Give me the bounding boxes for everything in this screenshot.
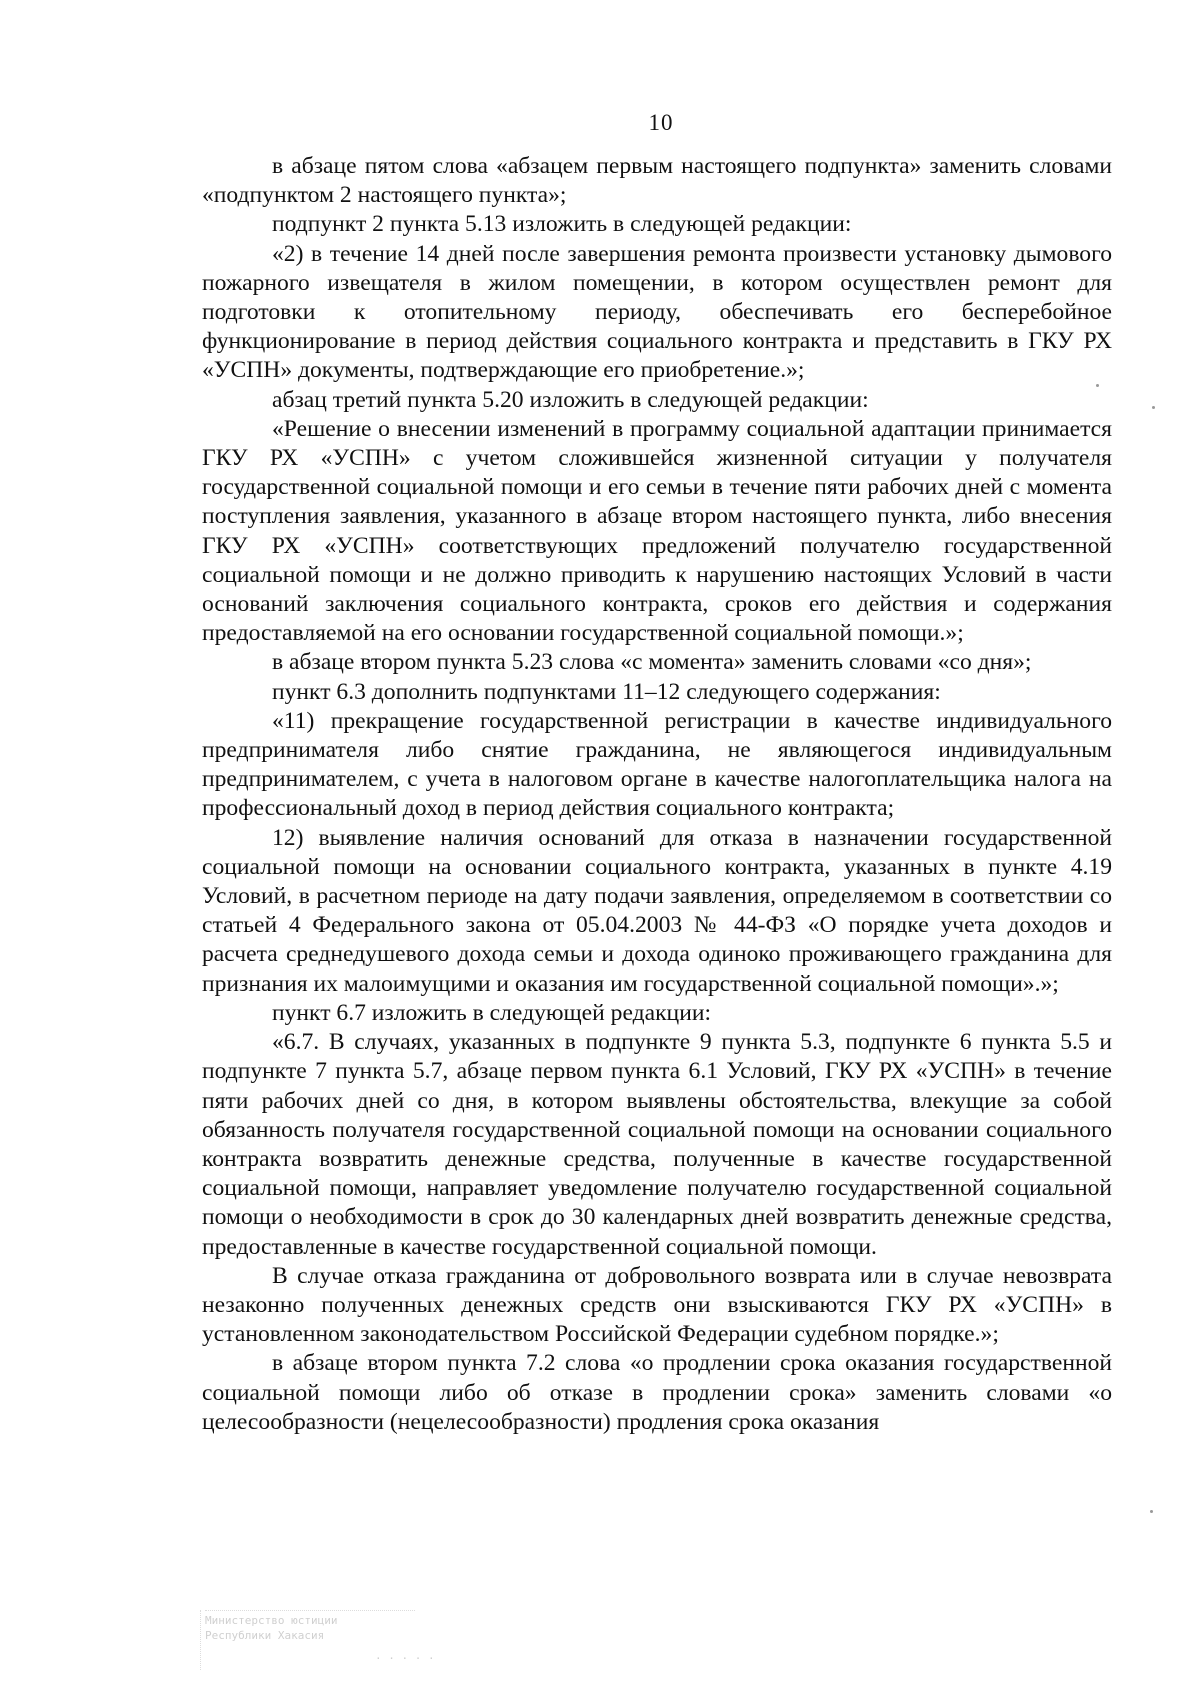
paragraph: «11) прекращение государственной регистрации в качестве индивидуального предпринимателя либо снятие гражданина, не являющегося индивидуальным предпринимателем, с учета в налоговом органе в качестве налогоплательщика налога на профессиональный доход в период действия социального контракта;	[202, 707, 1112, 822]
paragraph: В случае отказа гражданина от добровольного возврата или в случае невозврата незаконно полученных денежных средств они взыскиваются ГКУ РХ «УСПН» в установленном законодательством Российской Федерации судебном порядке.»;	[202, 1262, 1112, 1348]
stamp-rule	[205, 1610, 415, 1611]
stamp-line: Республики Хакасия	[205, 1629, 325, 1642]
scan-speck	[1096, 384, 1099, 387]
paragraph: «Решение о внесении изменений в программу социальной адаптации принимается ГКУ РХ «УСПН» с учетом сложившейся жизненной ситуации у получателя государственной социальной помощи и его семьи в течение пяти рабочих дней с момента поступления заявления, указанного в абзаце втором настоящего пункта, либо внесения ГКУ РХ «УСПН» соответствующих предложений получателю государственной социальной помощи и не должно приводить к нарушению настоящих Условий в части оснований заключения социального контракта, сроков его действия и содержания предоставляемой на его основании государственной социальной помощи.»;	[202, 415, 1112, 647]
stamp-line: Министерство юстиции	[205, 1614, 338, 1627]
page-number: 10	[648, 110, 674, 135]
paragraph: «2) в течение 14 дней после завершения ремонта произвести установку дымового пожарного извещателя в жилом помещении, в котором осуществлен ремонт для подготовки к отопительному периоду, обеспечивать его бесперебойное функционирование в период действия социального контракта и представить в ГКУ РХ «УСПН» документы, подтверждающие его приобретение.»;	[202, 240, 1112, 384]
registration-stamp	[200, 1610, 445, 1670]
document-body	[202, 152, 1112, 1437]
paragraph: пункт 6.3 дополнить подпунктами 11–12 следующего содержания:	[272, 678, 941, 705]
paragraph: 12) выявление наличия оснований для отказа в назначении государственной социальной помощи на основании социального контракта, указанных в пункте 4.19 Условий, в расчетном периоде на дату подачи заявления, определяемом в соответствии со статьей 4 Федерального закона от 05.04.2003 № 44-ФЗ «О порядке учета доходов и расчета среднедушевого дохода семьи и дохода одиноко проживающего гражданина для признания их малоимущими и оказания им государственной социальной помощи».»;	[202, 824, 1112, 997]
paragraph: подпункт 2 пункта 5.13 изложить в следующей редакции:	[272, 211, 852, 238]
paragraph: «6.7. В случаях, указанных в подпункте 9 пункта 5.3, подпункте 6 пункта 5.5 и подпункте 7 пункта 5.7, абзаце первом пункта 6.1 Условий, ГКУ РХ «УСПН» в течение пяти рабочих дней со дня, в котором выявлены обстоятельства, влекущие за собой обязанность получателя государственной социальной помощи на основании социального контракта возвратить денежные средства, полученные в качестве государственной социальной помощи, направляет уведомление получателю государственной социальной помощи о необходимости в срок до 30 календарных дней возвратить денежные средства, предоставленные в качестве государственной социальной помощи.	[202, 1029, 1112, 1260]
paragraph: в абзаце втором пункта 7.2 слова «о продлении срока оказания государственной социальной помощи либо об отказе в продлении срока» заменить словами «о целесообразности (нецелесообразности) продления срока оказания	[202, 1350, 1112, 1435]
paragraph: в абзаце втором пункта 5.23 слова «с момента» заменить словами «со дня»;	[272, 649, 1032, 676]
scan-speck	[1152, 406, 1155, 409]
scan-speck	[1150, 1510, 1153, 1513]
paragraph: в абзаце пятом слова «абзацем первым настоящего подпункта» заменить словами «подпунктом 2 настоящего пункта»;	[202, 153, 1112, 209]
stamp-tail: · · · · ·	[375, 1652, 435, 1665]
paragraph: абзац третий пункта 5.20 изложить в следующей редакции:	[272, 386, 869, 413]
paragraph: пункт 6.7 изложить в следующей редакции:	[272, 999, 711, 1026]
